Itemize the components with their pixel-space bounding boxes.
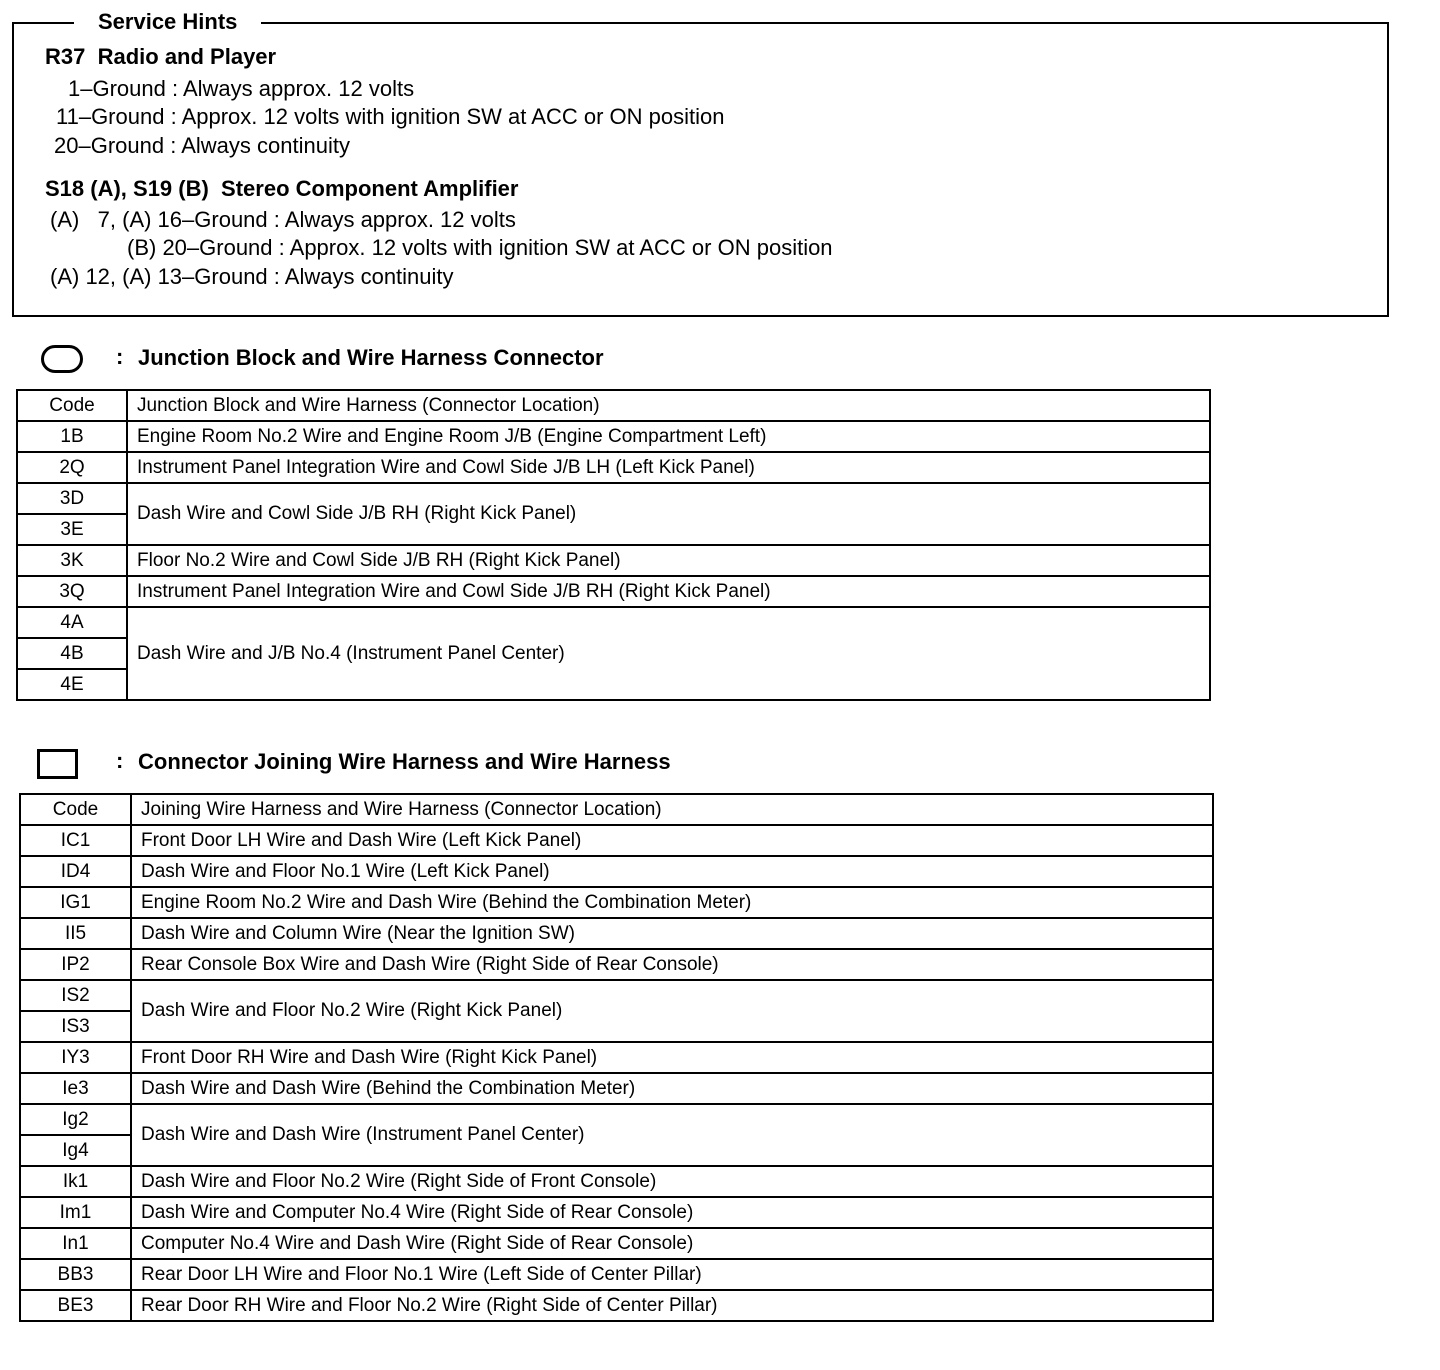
description-cell: Dash Wire and J/B No.4 (Instrument Panel Center) [127,607,1210,700]
description-cell: Rear Console Box Wire and Dash Wire (Right Side of Rear Console) [131,949,1213,980]
description-cell: Instrument Panel Integration Wire and Cowl Side J/B RH (Right Kick Panel) [127,576,1210,607]
table-row [17,452,1210,483]
code-cell: 2Q [17,452,127,483]
code-cell: II5 [20,918,131,949]
table-row [20,1042,1213,1073]
s18-hint-line: (B) 20–Ground : Approx. 12 volts with ignition SW at ACC or ON position [127,235,833,260]
code-cell: 4E [17,669,127,700]
code-cell: IS2 [20,980,131,1011]
joining-table-body [20,794,1213,1321]
square-connector-icon [37,749,78,779]
junction-legend-colon: : [116,344,124,369]
code-cell: IY3 [20,1042,131,1073]
rounded-connector-icon [41,345,83,373]
s18-hint-line: (A) 7, (A) 16–Ground : Always approx. 12 volts [50,207,516,232]
table-row [17,421,1210,452]
header-code-cell: Code [17,390,127,421]
description-cell: Dash Wire and Floor No.2 Wire (Right Kick Panel) [131,980,1213,1042]
table-header-row [20,794,1213,825]
table-row [20,918,1213,949]
header-desc-cell: Junction Block and Wire Harness (Connector Location) [127,390,1210,421]
description-cell: Front Door LH Wire and Dash Wire (Left Kick Panel) [131,825,1213,856]
description-cell: Dash Wire and Dash Wire (Behind the Combination Meter) [131,1073,1213,1104]
code-cell: IP2 [20,949,131,980]
r37-hint-line: 11–Ground : Approx. 12 volts with ignition SW at ACC or ON position [56,104,725,129]
table-row [20,1290,1213,1321]
description-cell: Engine Room No.2 Wire and Engine Room J/B (Engine Compartment Left) [127,421,1210,452]
table-row [20,825,1213,856]
joining-table [19,793,1214,1322]
code-cell: 3Q [17,576,127,607]
table-row [20,1104,1213,1135]
code-cell: 4B [17,638,127,669]
description-cell: Dash Wire and Column Wire (Near the Ignition SW) [131,918,1213,949]
description-cell: Computer No.4 Wire and Dash Wire (Right Side of Rear Console) [131,1228,1213,1259]
table-header-row [17,390,1210,421]
table-row [20,1166,1213,1197]
description-cell: Rear Door RH Wire and Floor No.2 Wire (Right Side of Center Pillar) [131,1290,1213,1321]
code-cell: 3D [17,483,127,514]
code-cell: Ig4 [20,1135,131,1166]
r37-hint-line: 1–Ground : Always approx. 12 volts [68,76,415,101]
r37-code: R37 [45,44,86,69]
table-row [20,856,1213,887]
code-cell: Ik1 [20,1166,131,1197]
junction-legend-title: Junction Block and Wire Harness Connector [138,345,604,370]
code-cell: Ig2 [20,1104,131,1135]
s18-heading: S18 (A), S19 (B) Stereo Component Amplifier [45,176,519,201]
code-cell: Ie3 [20,1073,131,1104]
code-cell: IS3 [20,1011,131,1042]
service-hints-title: Service Hints [74,9,261,35]
description-cell: Dash Wire and Dash Wire (Instrument Panel Center) [131,1104,1213,1166]
table-row [17,483,1210,514]
table-row [20,1197,1213,1228]
code-cell: 3K [17,545,127,576]
table-row [20,1228,1213,1259]
code-cell: Im1 [20,1197,131,1228]
code-cell: IG1 [20,887,131,918]
table-row [17,607,1210,638]
description-cell: Front Door RH Wire and Dash Wire (Right Kick Panel) [131,1042,1213,1073]
description-cell: Engine Room No.2 Wire and Dash Wire (Behind the Combination Meter) [131,887,1213,918]
code-cell: BE3 [20,1290,131,1321]
joining-legend-title: Connector Joining Wire Harness and Wire Harness [138,749,671,774]
code-cell: 3E [17,514,127,545]
header-code-cell: Code [20,794,131,825]
description-cell: Dash Wire and Floor No.1 Wire (Left Kick Panel) [131,856,1213,887]
description-cell: Dash Wire and Computer No.4 Wire (Right Side of Rear Console) [131,1197,1213,1228]
table-row [20,887,1213,918]
junction-table-body [17,390,1210,700]
s18-hint-line: (A) 12, (A) 13–Ground : Always continuity [50,264,454,289]
description-cell: Floor No.2 Wire and Cowl Side J/B RH (Right Kick Panel) [127,545,1210,576]
code-cell: 4A [17,607,127,638]
r37-name: Radio and Player [97,44,277,69]
description-cell: Dash Wire and Cowl Side J/B RH (Right Kick Panel) [127,483,1210,545]
table-row [17,576,1210,607]
table-row [20,1259,1213,1290]
table-row [20,949,1213,980]
header-desc-cell: Joining Wire Harness and Wire Harness (Connector Location) [131,794,1213,825]
code-cell: BB3 [20,1259,131,1290]
code-cell: IC1 [20,825,131,856]
code-cell: In1 [20,1228,131,1259]
joining-legend-colon: : [116,748,124,773]
table-row [20,980,1213,1011]
table-row [17,545,1210,576]
description-cell: Rear Door LH Wire and Floor No.1 Wire (Left Side of Center Pillar) [131,1259,1213,1290]
junction-table [16,389,1211,701]
r37-heading [45,44,276,70]
code-cell: 1B [17,421,127,452]
r37-hint-line: 20–Ground : Always continuity [54,133,350,158]
description-cell: Instrument Panel Integration Wire and Cowl Side J/B LH (Left Kick Panel) [127,452,1210,483]
table-row [20,1073,1213,1104]
code-cell: ID4 [20,856,131,887]
description-cell: Dash Wire and Floor No.2 Wire (Right Side of Front Console) [131,1166,1213,1197]
